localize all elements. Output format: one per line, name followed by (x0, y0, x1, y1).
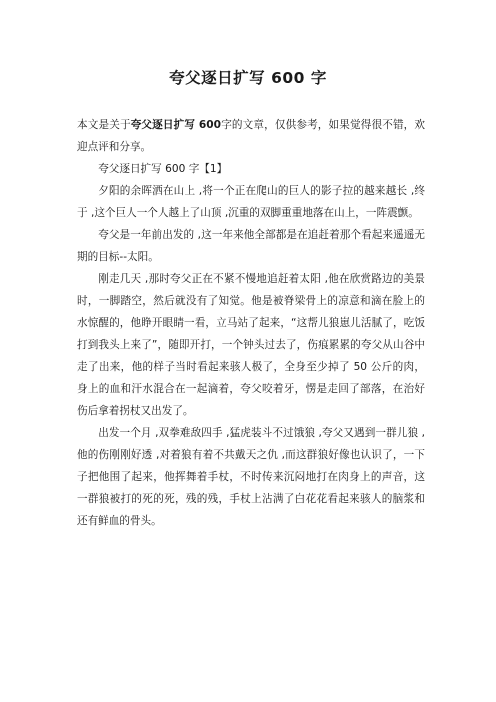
intro-bold: 夸父逐日扩写 600 (130, 119, 222, 131)
subheading: 夸父逐日扩写 600 字【1】 (98, 163, 228, 175)
paragraph-3: 刚走几天 ,那时夸父正在不紧不慢地追赶着太阳 ,他在欣赏路边的美景时，一脚踏空，然后就没有了知觉。他是被脊梁骨上的凉意和滴在脸上的水惊醒的，他睁开眼睛一看，立马站了起来，“这帮儿狼崽儿活腻了，吃饭打到我头上来了”，随即开打，一个钟头过去了，伤痕累累的夸父从山谷中走了出来，他的样子当时看起来骇人极了，全身至少掉了 50 公斤的肉，身上的血和汗水混合在一起滴着，夸父咬着牙，愣是走回了部落，在治好伤后拿着拐杖又出发了。 (77, 273, 425, 417)
intro-prefix: 本文是关于 (77, 119, 131, 131)
paragraph-4: 出发一个月 ,双拳难敌四手 ,猛虎装斗不过饿狼 ,夸父又遇到一群儿狼 ,他的伤刚刚好透 ,对着狼有着不共戴天之仇 ,而这群狼好像也认识了，一下子把他围了起来，他挥舞着手杖，不时传来沉闷地打在肉身上的声音，这一群狼被打的死的死，残的残，手杖上沾满了白花花看起来骇人的脑浆和还有鲜血的骨头。 (77, 427, 425, 527)
document-title: 夸父逐日扩写 600 字 (169, 69, 327, 87)
intro-paragraph (77, 114, 425, 158)
paragraph-2: 夸父是一年前出发的 ,这一年来他全部都是在追赶着那个看起来遥遥无期的目标--太阳。 (77, 229, 425, 263)
intro-suffix: 字的文章，仅供参考，如果觉得很不错，欢迎点评和分享。 (77, 119, 426, 153)
document-body (77, 114, 425, 532)
paragraph-1: 夕阳的余晖洒在山上 ,将一个正在爬山的巨人的影子拉的越来越长 ,终于 ,这个巨人一个人越上了山顶 ,沉重的双脚重重地落在山上，一阵震颤。 (77, 185, 425, 219)
